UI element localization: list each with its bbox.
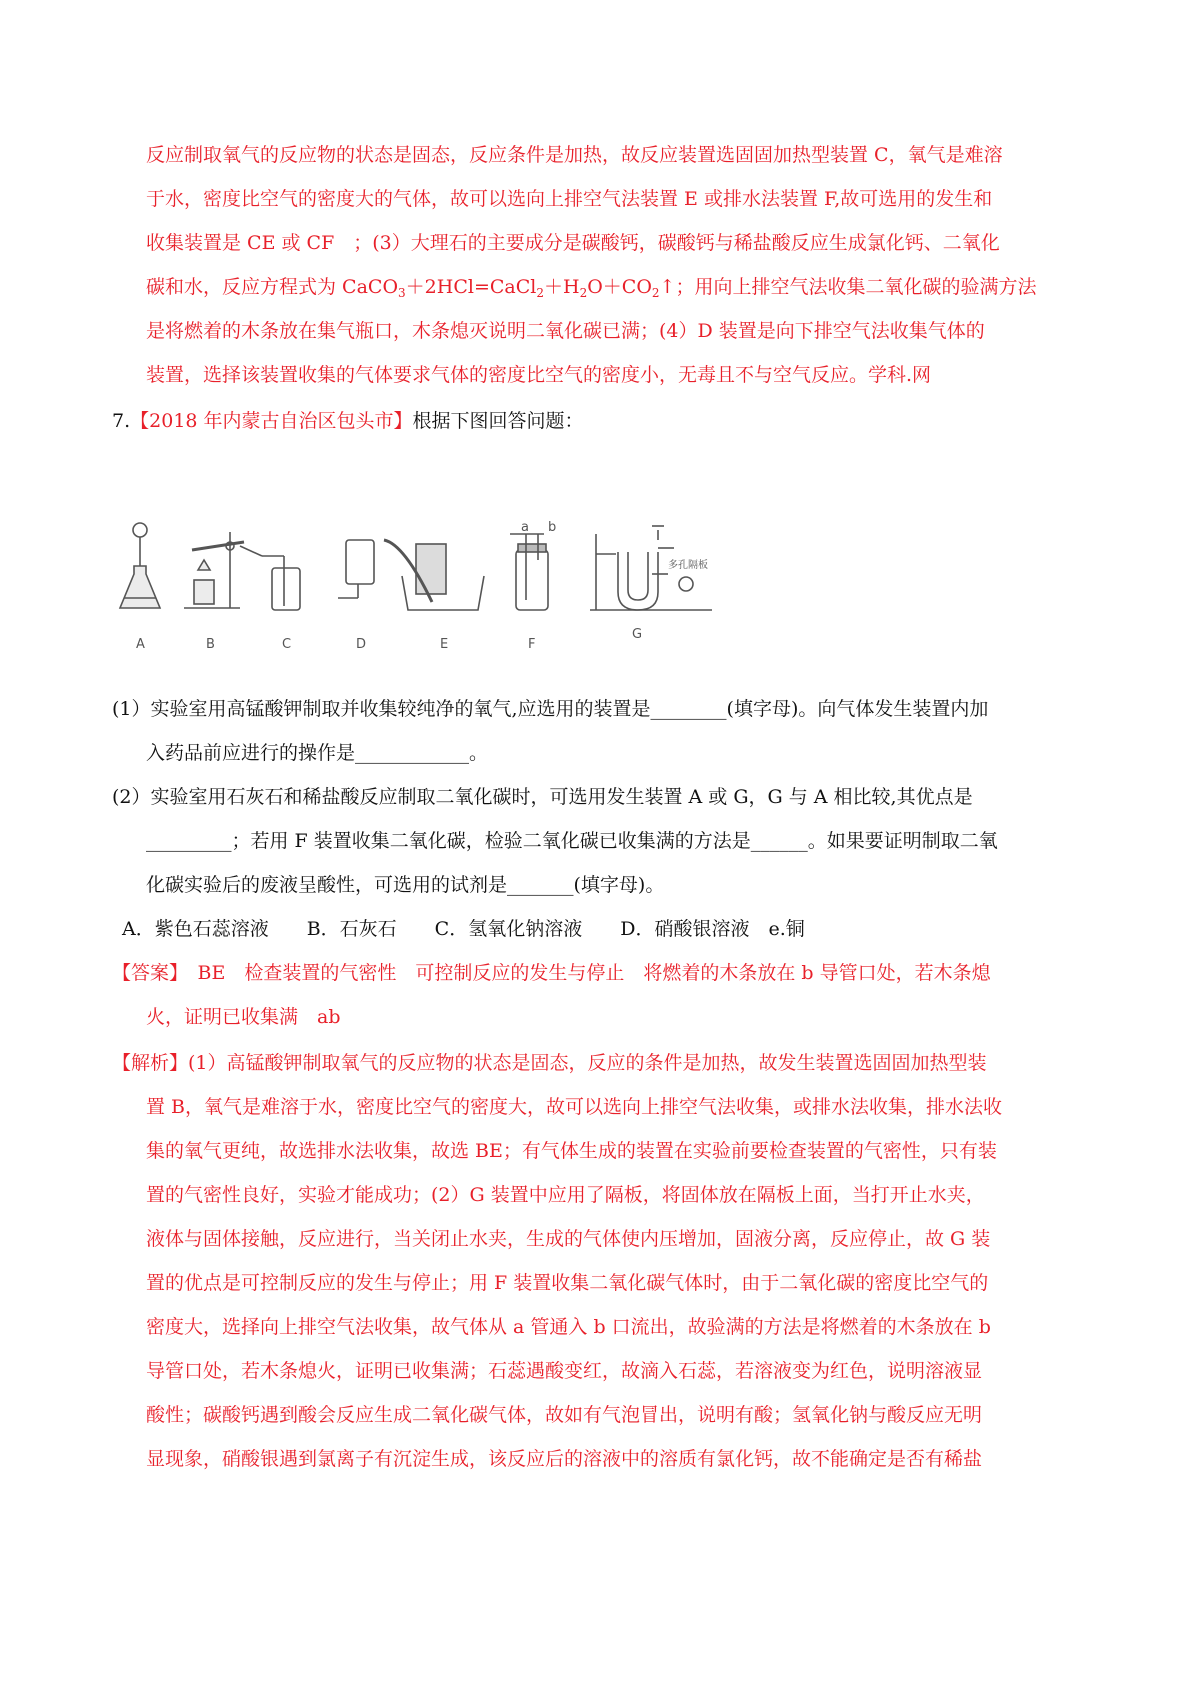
subscript: 3 <box>398 286 406 300</box>
analysis-line: 于水，密度比空气的密度大的气体，故可以选向上排空气法装置 E 或排水法装置 F,故可选用的发生和 <box>146 188 993 210</box>
question-line: (2）实验室用石灰石和稀盐酸反应制取二氧化碳时，可选用发生装置 A 或 G，G 与 A 相比较,其优点是 <box>112 786 973 808</box>
text-segment: ＋2HCl=CaCl <box>405 276 537 298</box>
analysis-line: 反应制取氧气的反应物的状态是固态，反应条件是加热，故反应装置选固固加热型装置 C，氧气是难溶 <box>146 144 1003 166</box>
question-text: 根据下图回答问题： <box>412 410 584 432</box>
subscript: 2 <box>651 286 660 300</box>
apparatus-b-heating <box>184 532 262 608</box>
apparatus-label-f: F <box>528 637 536 652</box>
apparatus-label-e: E <box>440 637 449 652</box>
port-label-a: a <box>521 520 529 535</box>
question-line: 化碳实验后的废液呈酸性，可选用的试剂是_______(填字母)。 <box>146 874 665 896</box>
apparatus-d-inverted-jar <box>338 540 374 598</box>
text-segment: 碳和水，反应方程式为 CaCO <box>146 276 399 298</box>
analysis-line: 集的氧气更纯，故选排水法收集，故选 BE；有气体生成的装置在实验前要检查装置的气密性，只有装 <box>146 1140 997 1162</box>
answer-line: 火，证明已收集满 ab <box>146 1006 341 1028</box>
text-segment: ＋H <box>543 276 580 298</box>
apparatus-label-b: B <box>206 637 215 652</box>
text-segment: O＋CO <box>587 276 652 298</box>
equation-line <box>146 274 1036 300</box>
apparatus-label-a: A <box>136 637 145 652</box>
question-number: 7. <box>112 410 131 432</box>
subscript: 2 <box>536 286 544 300</box>
analysis-line: 置 B，氧气是难溶于水，密度比空气的密度大，故可以选向上排空气法收集，或排水法收集，排水法收 <box>146 1096 1003 1118</box>
porous-plate-note: 多孔隔板 <box>668 560 708 571</box>
analysis-line: 置的优点是可控制反应的发生与停止；用 F 装置收集二氧化碳气体时，由于二氧化碳的密度比空气的 <box>146 1272 989 1294</box>
subscript: 2 <box>579 286 588 300</box>
apparatus-figure <box>112 520 722 654</box>
analysis-line: 液体与固体接触，反应进行，当关闭止水夹，生成的气体使内压增加，固液分离，反应停止，故 G 装 <box>146 1228 991 1250</box>
analysis-line: 是将燃着的木条放在集气瓶口，木条熄灭说明二氧化碳已满；(4）D 装置是向下排空气法收集气体的 <box>146 320 985 342</box>
question-heading <box>112 408 584 434</box>
apparatus-label-c: C <box>282 637 292 652</box>
question-source: 【2018 年内蒙古自治区包头市】 <box>130 410 413 432</box>
question-line: 入药品前应进行的操作是____________。 <box>146 742 489 764</box>
analysis-line: 收集装置是 CE 或 CF ；(3）大理石的主要成分是碳酸钙，碳酸钙与稀盐酸反应生成氯化钙、二氧化 <box>146 232 1000 254</box>
analysis-line: 密度大，选择向上排空气法收集，故气体从 a 管通入 b 口流出，故验满的方法是将燃着的木条放在 b <box>146 1316 991 1338</box>
analysis-line: 装置，选择该装置收集的气体要求气体的密度比空气的密度小，无毒且不与空气反应。学科.网 <box>146 364 932 386</box>
analysis-line: 置的气密性良好，实验才能成功；(2）G 装置中应用了隔板，将固体放在隔板上面，当打开止水夹， <box>146 1184 985 1206</box>
analysis-line: 导管口处，若木条熄火，证明已收集满；石蕊遇酸变红，故滴入石蕊，若溶液变为红色，说明溶液显 <box>146 1360 983 1382</box>
apparatus-a-conical-flask <box>120 523 160 608</box>
analysis-line: 显现象，硝酸银遇到氯离子有沉淀生成，该反应后的溶液中的溶质有氯化钙，故不能确定是否有稀盐 <box>146 1448 983 1470</box>
analysis-line: 酸性；碳酸钙遇到酸会反应生成二氧化碳气体，故如有气泡冒出，说明有酸；氢氧化钠与酸反应无明 <box>146 1404 983 1426</box>
apparatus-label-d: D <box>356 637 367 652</box>
apparatus-c-gas-jar <box>262 556 300 610</box>
question-line: (1）实验室用高锰酸钾制取并收集较纯净的氧气,应选用的装置是________(填字母)。向气体发生装置内加 <box>112 698 989 720</box>
apparatus-e-water-trough <box>384 540 484 610</box>
question-line: _________；若用 F 装置收集二氧化碳，检验二氧化碳已收集满的方法是______。如果要证明制取二氧 <box>146 830 998 852</box>
apparatus-label-g: G <box>632 627 643 642</box>
apparatus-f-bottle <box>510 534 548 610</box>
port-label-b: b <box>548 520 557 535</box>
answer-options: A．紫色石蕊溶液 B．石灰石 C．氢氧化钠溶液 D．硝酸银溶液 e.铜 <box>122 918 805 940</box>
analysis-line: 【解析】(1）高锰酸钾制取氧气的反应物的状态是固态，反应的条件是加热，故发生装置选固固加热型装 <box>112 1052 987 1074</box>
answer-line: 【答案】 BE 检查装置的气密性 可控制反应的发生与停止 将燃着的木条放在 b 导管口处，若木条熄 <box>112 962 991 984</box>
text-segment: ↑；用向上排空气法收集二氧化碳的验满方法 <box>659 276 1037 298</box>
